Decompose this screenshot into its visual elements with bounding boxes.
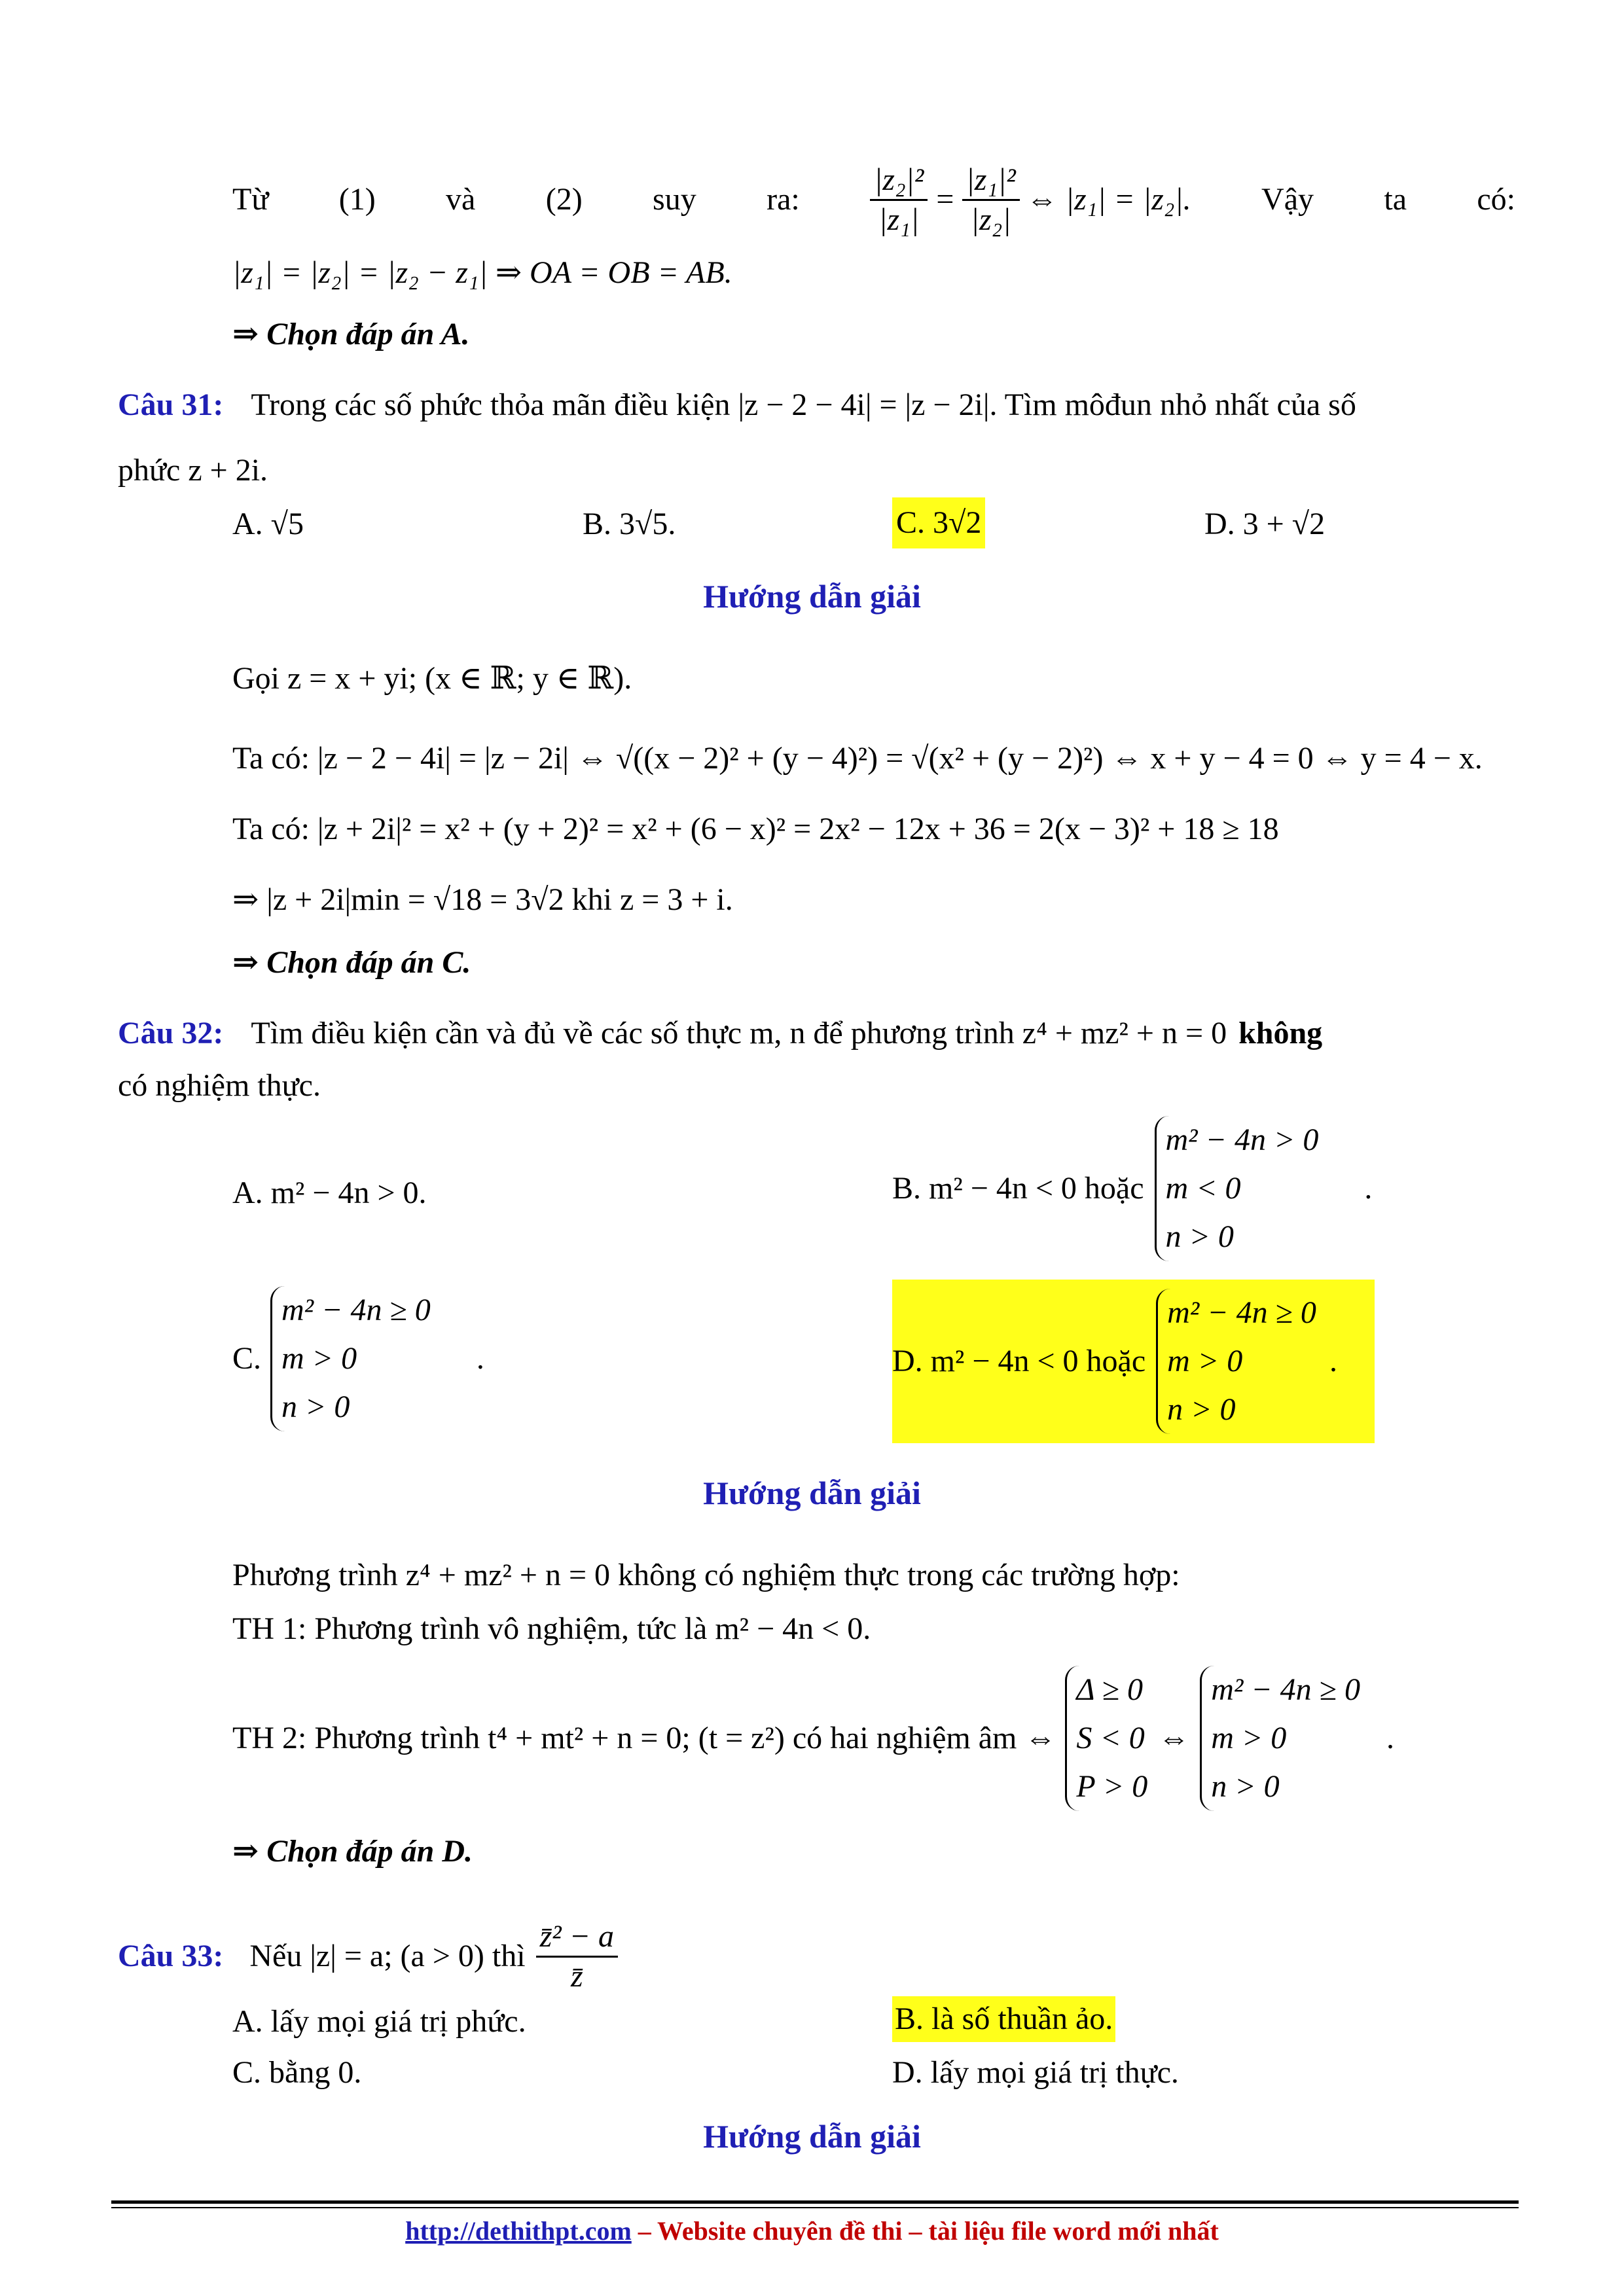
solution-heading: Hướng dẫn giải — [703, 2118, 921, 2155]
equation-system — [1065, 1666, 1147, 1811]
option-b-correct: B. là số thuần ảo. — [892, 1996, 1115, 2042]
solution-text: TH 2: Phương trình t⁴ + mt² + n = 0; (t = z²) có hai nghiệm âm ⇔ — [232, 1721, 1056, 1756]
answer-line: ⇒ Chọn đáp án A. — [232, 317, 470, 351]
question-emphasis: không — [1238, 1016, 1323, 1050]
system-row: m > 0 — [1167, 1344, 1243, 1378]
question-text: Nếu |z| = a; (a > 0) thì — [249, 1939, 526, 1974]
question-31-line2: phức z + 2i. — [118, 453, 268, 488]
word: Từ — [232, 182, 269, 217]
system-row: m² − 4n ≥ 0 — [281, 1293, 431, 1327]
footer-rule-thin — [111, 2207, 1519, 2208]
fraction-formula: $\frac{\text{|z₂|²}}{\text{|z₁|}}$ = $\frac{\text{|z₁|²}}{\text{|z₂|}}$ ⇔ |z₁| = |z₂|. — [870, 161, 1191, 238]
fraction — [536, 1918, 618, 1995]
question-32 — [118, 1014, 1519, 1052]
word: suy — [653, 182, 696, 217]
word: Vậy — [1261, 182, 1314, 217]
footer-link[interactable]: http://dethithpt.com — [405, 2216, 632, 2246]
answer-line: ⇒ Chọn đáp án D. — [232, 1834, 473, 1869]
equation-system — [1155, 1116, 1319, 1261]
option-a: A. m² − 4n > 0. — [232, 1175, 427, 1210]
top-line-2: |z₁| = |z₂| = |z₂ − z₁| ⇒ OA = OB = AB. — [232, 255, 732, 290]
system-row: n > 0 — [1211, 1769, 1280, 1804]
solution-line: TH 1: Phương trình vô nghiệm, tức là m² − 4n < 0. — [232, 1611, 871, 1646]
word: (2) — [545, 182, 583, 217]
word: ta — [1384, 182, 1407, 217]
system-row: m² − 4n ≥ 0 — [1211, 1672, 1361, 1707]
fraction: $\frac{\text{|z₂|²}}{\text{|z₁|}}$ — [870, 161, 928, 238]
option-d: D. lấy mọi giá trị thực. — [892, 2055, 1179, 2090]
equation-system — [1200, 1666, 1360, 1811]
system-row: m² − 4n ≥ 0 — [1167, 1295, 1316, 1330]
option-label: B. m² − 4n < 0 hoặc — [892, 1171, 1144, 1206]
option-a: A. √5 — [232, 507, 304, 541]
system-row: m < 0 — [1165, 1171, 1241, 1206]
solution-line: Ta có: |z − 2 − 4i| = |z − 2i| ⇔ √((x − 2)² + (y − 4)²) = √(x² + (y − 2)²) ⇔ x + y − 4 = 0 ⇔ y = 4 − x. — [232, 741, 1483, 776]
system-row: m² − 4n > 0 — [1165, 1122, 1319, 1157]
system-row: P > 0 — [1076, 1769, 1148, 1804]
fraction-numerator: z̄² − a — [536, 1918, 618, 1958]
system-row: m > 0 — [281, 1341, 357, 1376]
word: (1) — [338, 182, 376, 217]
option-a: A. lấy mọi giá trị phức. — [232, 2004, 526, 2039]
solution-line: Phương trình z⁴ + mz² + n = 0 không có nghiệm thực trong các trường hợp: — [232, 1558, 1180, 1592]
footer — [0, 2215, 1624, 2246]
question-32-line2: có nghiệm thực. — [118, 1068, 321, 1103]
option-c-correct: C. 3√2 — [892, 497, 985, 548]
word: có: — [1477, 182, 1515, 217]
solution-heading: Hướng dẫn giải — [703, 1475, 921, 1511]
answer-line: ⇒ Chọn đáp án C. — [232, 945, 471, 980]
fraction-denominator: z̄ — [570, 1958, 583, 1994]
equivalence-symbol: ⇔ — [1158, 1721, 1190, 1756]
question-label: Câu 32: — [118, 1016, 224, 1050]
option-b: B. 3√5. — [583, 507, 676, 541]
option-label: C. — [232, 1341, 262, 1376]
solution-line: ⇒ |z + 2i|min = √18 = 3√2 khi z = 3 + i. — [232, 882, 733, 917]
option-d: D. 3 + √2 — [1204, 507, 1326, 541]
equation-system — [270, 1286, 431, 1431]
question-label: Câu 31: — [118, 387, 224, 422]
system-row: n > 0 — [1165, 1219, 1234, 1254]
solution-line: Gọi z = x + yi; (x ∈ ℝ; y ∈ ℝ). — [232, 661, 632, 696]
solution-line: Ta có: |z + 2i|² = x² + (y + 2)² = x² + (6 − x)² = 2x² − 12x + 36 = 2(x − 3)² + 18 ≥ 18 — [232, 812, 1279, 846]
footer-text: – Website chuyên đề thi – tài liệu file word mới nhất — [631, 2216, 1219, 2246]
top-line-1 — [232, 161, 1515, 238]
system-row: S < 0 — [1076, 1721, 1145, 1755]
fraction: $\frac{\text{|z₁|²}}{\text{|z₂|}}$ — [962, 161, 1020, 238]
option-b: B. m² − 4n < 0 hoặc m² − 4n > 0 m < 0 n > 0 . — [892, 1116, 1372, 1261]
question-label: Câu 33: — [118, 1939, 224, 1974]
word: ra: — [767, 182, 800, 217]
system-row: n > 0 — [1167, 1392, 1236, 1427]
system-row: Δ ≥ 0 — [1076, 1672, 1144, 1707]
option-label: D. m² − 4n < 0 hoặc — [892, 1344, 1146, 1379]
option-d-correct: D. m² − 4n < 0 hoặc m² − 4n ≥ 0 m > 0 n > 0 . — [892, 1280, 1375, 1443]
solution-heading: Hướng dẫn giải — [703, 578, 921, 615]
question-33 — [118, 1918, 618, 1995]
option-c: C. m² − 4n ≥ 0 m > 0 n > 0 . — [232, 1286, 484, 1431]
question-text: Trong các số phức thỏa mãn điều kiện |z − 2 − 4i| = |z − 2i|. Tìm môđun nhỏ nhất của số — [251, 387, 1356, 422]
system-row: m > 0 — [1211, 1721, 1287, 1755]
equation-system — [1156, 1289, 1316, 1434]
question-text: Tìm điều kiện cần và đủ về các số thực m, n để phương trình z⁴ + mz² + n = 0 — [251, 1016, 1227, 1050]
system-row: n > 0 — [281, 1390, 350, 1424]
word: và — [446, 182, 476, 217]
formula-result: ⇔ |z₁| = |z₂|. — [1026, 182, 1191, 217]
footer-rule — [111, 2200, 1519, 2204]
option-c: C. bằng 0. — [232, 2055, 362, 2090]
question-31 — [118, 386, 1519, 424]
solution-line-case-2: TH 2: Phương trình t⁴ + mt² + n = 0; (t = z²) có hai nghiệm âm ⇔ Δ ≥ 0 S < 0 P > 0 ⇔ m² − 4n ≥ 0 m > 0 n > 0 . — [232, 1666, 1394, 1811]
